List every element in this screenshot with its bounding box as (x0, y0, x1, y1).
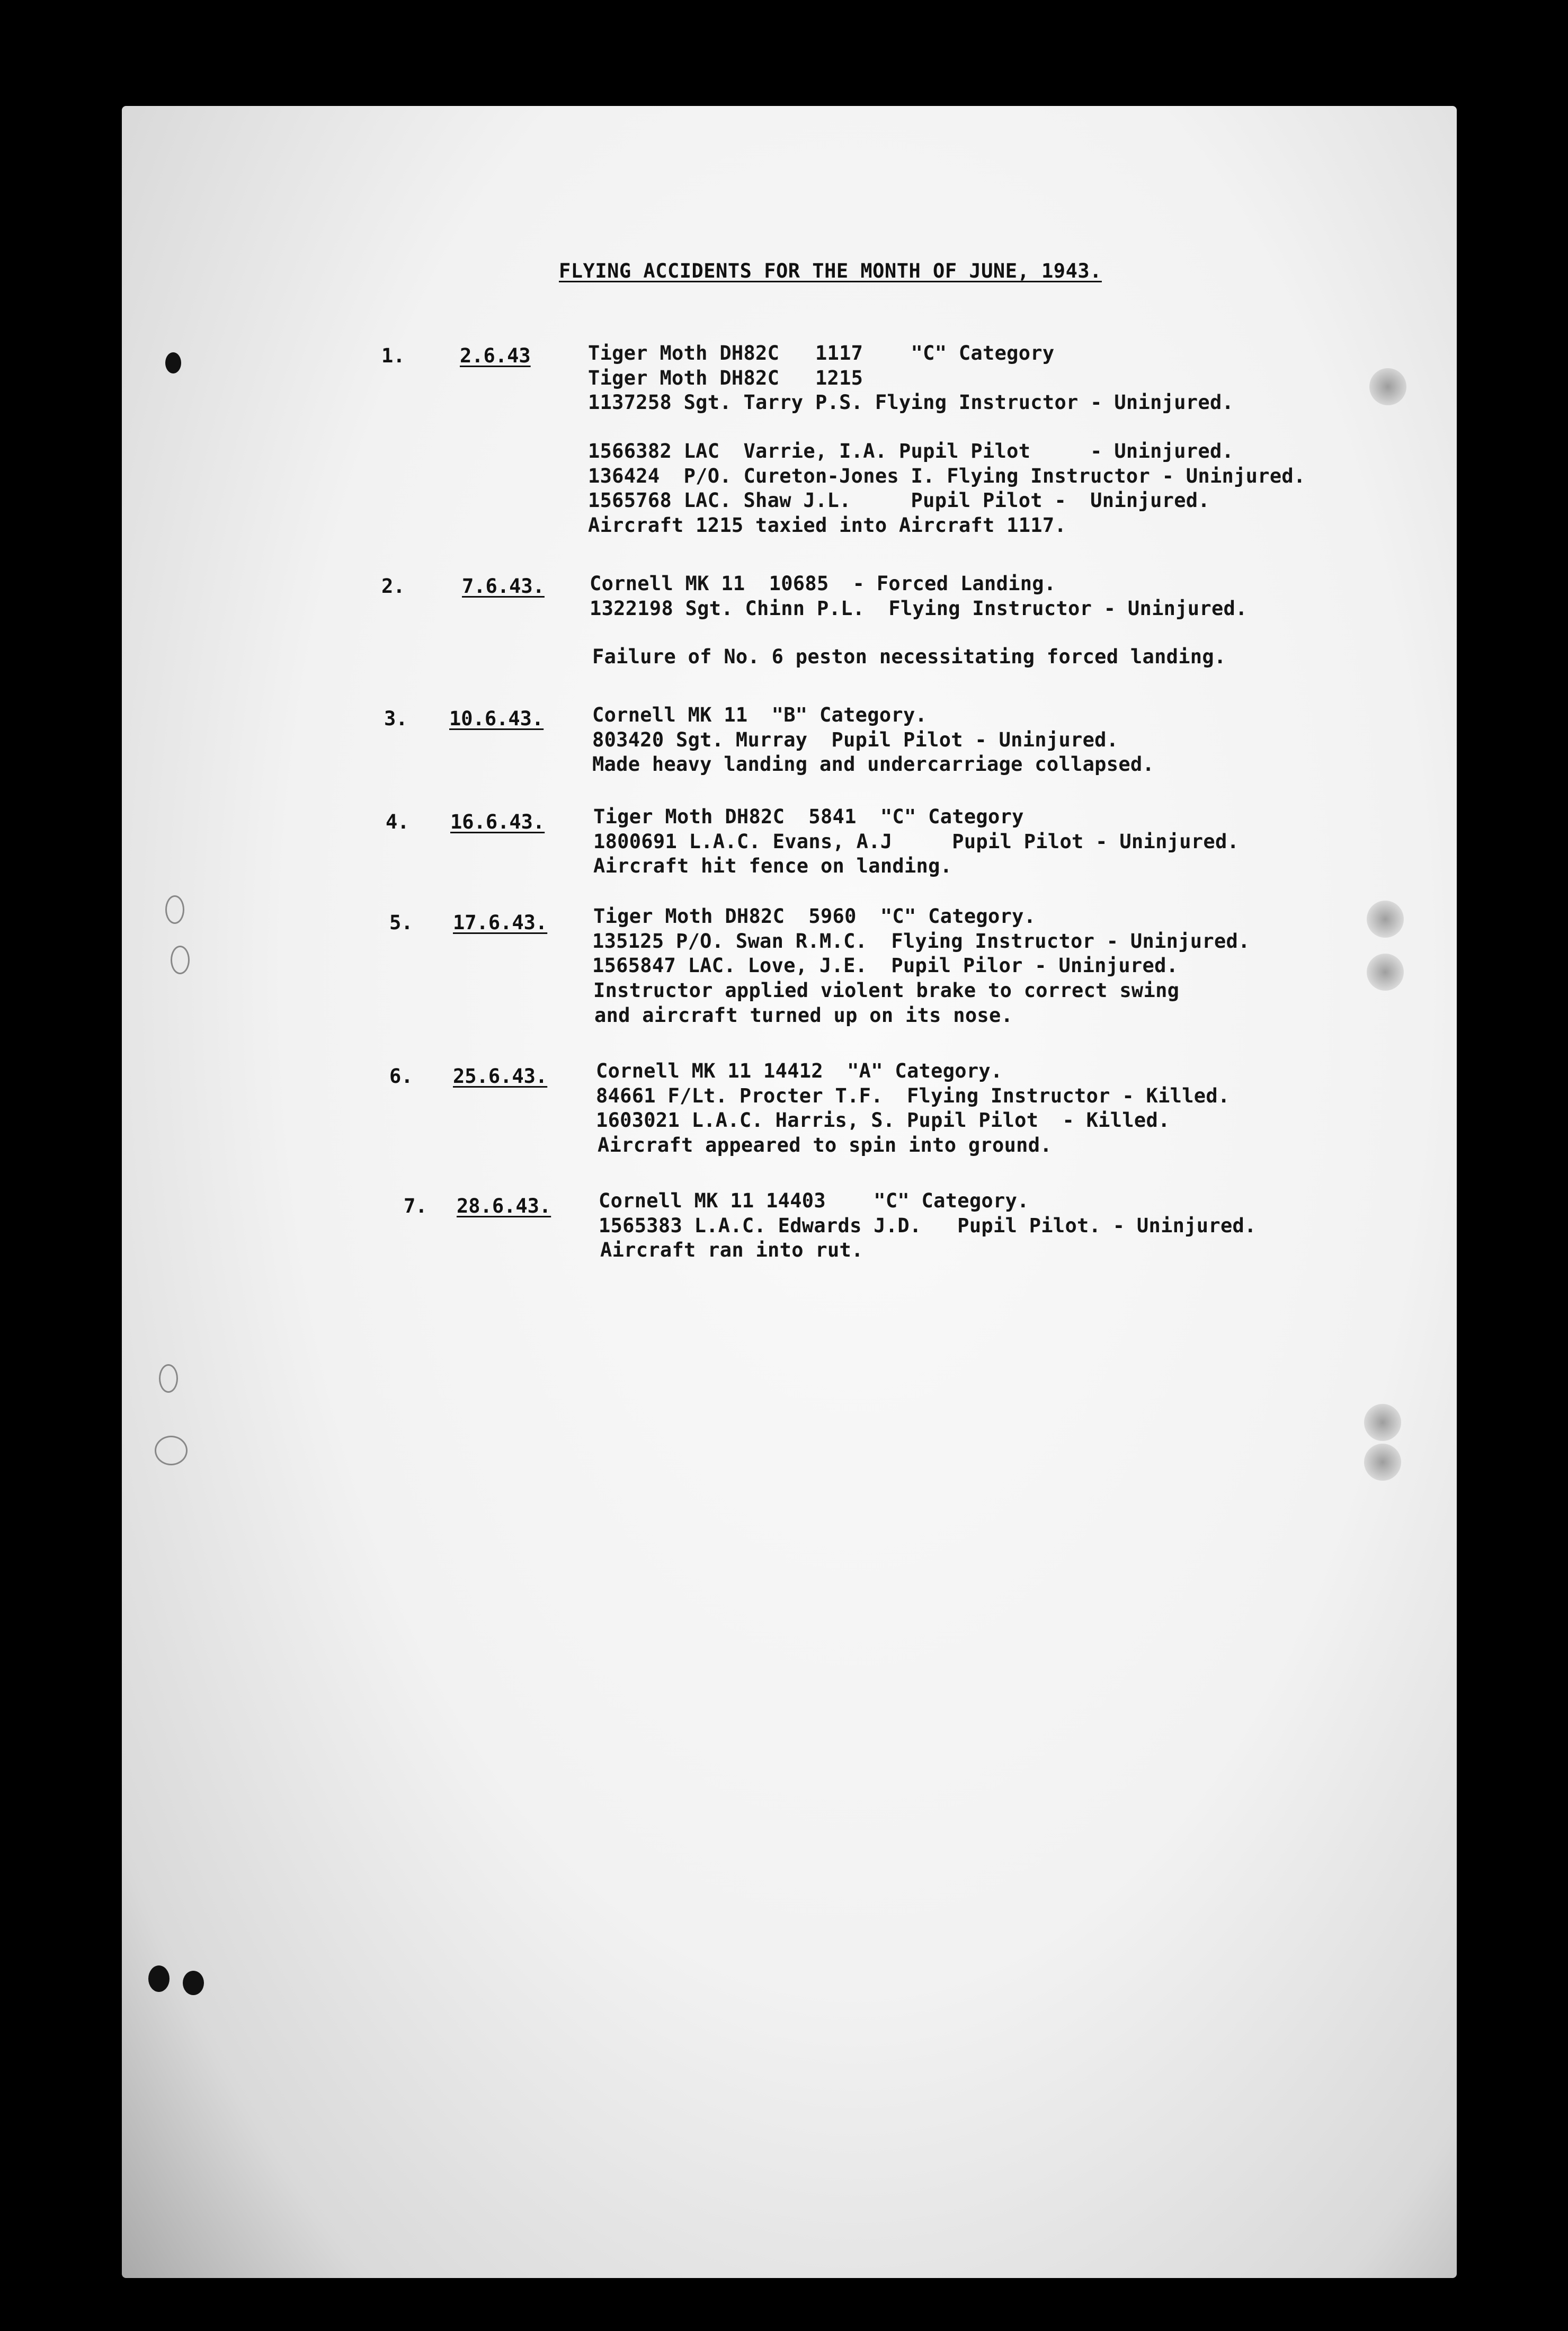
entry-date: 17.6.43. (453, 911, 548, 934)
entry-line: Cornell MK 11 "B" Category. (592, 704, 928, 726)
entry-line: Made heavy landing and undercarriage collapsed. (592, 753, 1155, 776)
entry-line: 1565768 LAC. Shaw J.L. Pupil Pilot - Uninjured. (588, 489, 1210, 512)
entry-number: 7. (404, 1195, 427, 1217)
entry-number: 1. (381, 344, 405, 367)
punch-hole-icon (155, 1436, 188, 1465)
entry-number: 2. (381, 575, 405, 598)
ink-smudge (1367, 954, 1404, 991)
entry-line: Cornell MK 11 14412 "A" Category. (596, 1060, 1003, 1082)
punch-hole-icon (183, 1971, 204, 1995)
entry-line: Aircraft appeared to spin into ground. (598, 1134, 1052, 1156)
punch-hole-icon (171, 946, 190, 974)
entry-line: 136424 P/O. Cureton-Jones I. Flying Instructor - Uninjured. (588, 465, 1306, 487)
entry-date: 16.6.43. (450, 811, 545, 833)
entry-number: 4. (386, 811, 409, 833)
entry-line: Aircraft ran into rut. (600, 1239, 863, 1261)
entry-line: Tiger Moth DH82C 5960 "C" Category. (593, 905, 1036, 928)
entry-line: 1566382 LAC Varrie, I.A. Pupil Pilot - Uninjured. (588, 440, 1234, 462)
entry-date: 28.6.43. (457, 1195, 551, 1217)
entry-line: 1565383 L.A.C. Edwards J.D. Pupil Pilot. - Uninjured. (599, 1214, 1257, 1237)
ink-smudge (1367, 901, 1404, 938)
entry-line: Tiger Moth DH82C 5841 "C" Category (593, 805, 1024, 828)
entry-line: and aircraft turned up on its nose. (594, 1004, 1013, 1027)
entry-date: 2.6.43 (460, 344, 531, 367)
entry-line: Failure of No. 6 peston necessitating forced landing. (592, 645, 1226, 668)
punch-hole-icon (165, 352, 181, 373)
punch-hole-icon (165, 895, 184, 924)
punch-hole-icon (148, 1965, 170, 1992)
entry-line: 135125 P/O. Swan R.M.C. Flying Instructor - Uninjured. (592, 930, 1250, 953)
entry-line: 803420 Sgt. Murray Pupil Pilot - Uninjured. (592, 728, 1119, 751)
entry-line: Cornell MK 11 10685 - Forced Landing. (590, 572, 1056, 595)
entry-date: 10.6.43. (449, 707, 544, 730)
entry-number: 5. (389, 911, 413, 934)
ink-smudge (1369, 368, 1406, 405)
entry-line: 1322198 Sgt. Chinn P.L. Flying Instructor - Uninjured. (590, 597, 1248, 620)
entry-line: 1603021 L.A.C. Harris, S. Pupil Pilot - Killed. (596, 1109, 1170, 1132)
ink-smudge (1364, 1404, 1401, 1441)
entry-line: Aircraft 1215 taxied into Aircraft 1117. (588, 514, 1067, 537)
document-title: FLYING ACCIDENTS FOR THE MONTH OF JUNE, 1943. (559, 260, 1102, 282)
entry-line: Instructor applied violent brake to correct swing (593, 979, 1180, 1002)
entry-date: 25.6.43. (453, 1065, 548, 1088)
entry-number: 6. (389, 1065, 413, 1088)
entry-date: 7.6.43. (462, 575, 545, 598)
entry-line: Aircraft hit fence on landing. (593, 855, 952, 877)
entry-line: 1565847 LAC. Love, J.E. Pupil Pilor - Uninjured. (592, 954, 1179, 977)
entry-line: 1800691 L.A.C. Evans, A.J Pupil Pilot - Uninjured. (593, 830, 1240, 853)
punch-hole-icon (159, 1364, 178, 1393)
entry-number: 3. (384, 707, 408, 730)
entry-line: 84661 F/Lt. Procter T.F. Flying Instructor - Killed. (596, 1084, 1230, 1107)
ink-smudge (1364, 1444, 1401, 1481)
entry-line: Tiger Moth DH82C 1215 (588, 367, 863, 389)
entry-line: Cornell MK 11 14403 "C" Category. (599, 1189, 1029, 1212)
entry-line: Tiger Moth DH82C 1117 "C" Category (588, 342, 1055, 364)
entry-line: 1137258 Sgt. Tarry P.S. Flying Instructor - Uninjured. (588, 391, 1234, 414)
